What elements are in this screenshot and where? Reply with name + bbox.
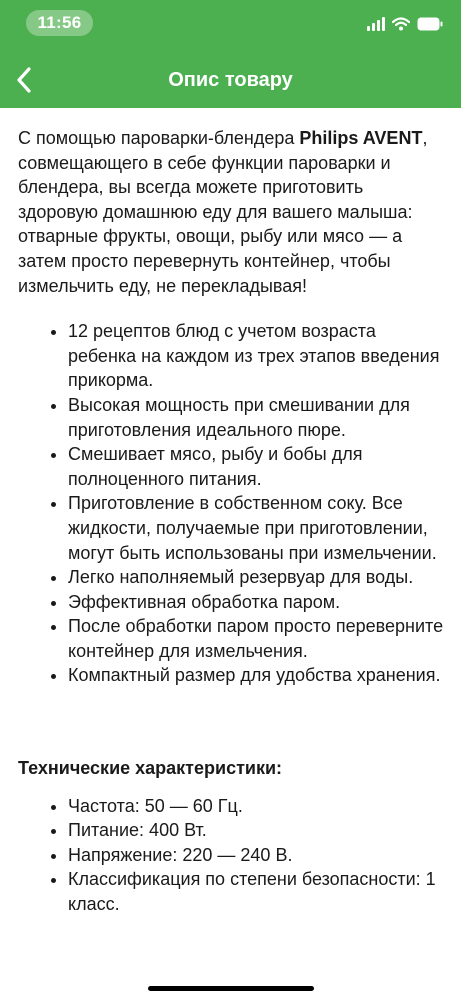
intro-paragraph xyxy=(18,126,446,298)
signal-icon xyxy=(367,17,385,31)
feature-item: • Легко наполняемый резервуар для воды. xyxy=(68,565,446,590)
intro-text-after: , совмещающего в себе функции пароварки и блендера, вы всегда можете приготовить здоровую домашнюю еду для вашего малыша: отварные фрукты, овощи, рыбу или мясо — а затем просто перевернуть контейнер, чтобы измельчить еду, не перекладывая! xyxy=(18,128,428,296)
status-icons xyxy=(367,15,443,33)
wifi-icon xyxy=(392,17,410,31)
battery-icon xyxy=(417,17,443,31)
specs-title: Технические характеристики: xyxy=(18,758,283,779)
spec-item: • Классификация по степени безопасности: 1 класс. xyxy=(68,867,446,916)
feature-item: • Смешивает мясо, рыбу и бобы для полноценного питания. xyxy=(68,442,446,491)
home-indicator[interactable] xyxy=(148,986,314,991)
feature-item: • После обработки паром просто переверните контейнер для измельчения. xyxy=(68,614,446,663)
page-title: Опис товару xyxy=(168,69,293,91)
feature-item: • Высокая мощность при смешивании для приготовления идеального пюре. xyxy=(68,393,446,442)
spec-item: • Питание: 400 Вт. xyxy=(68,818,446,843)
intro-text-before: С помощью пароварки-блендера xyxy=(18,128,300,148)
brand-name: Philips AVENT xyxy=(299,128,423,148)
specs-list xyxy=(18,794,446,917)
feature-item: • Эффективная обработка паром. xyxy=(68,590,446,615)
product-description xyxy=(18,126,446,917)
feature-item: • 12 рецептов блюд с учетом возраста ребенка на каждом из трех этапов введения прикорма. xyxy=(68,319,446,393)
spec-item: • Частота: 50 — 60 Гц. xyxy=(68,794,446,819)
spec-item: • Напряжение: 220 — 240 В. xyxy=(68,843,446,868)
app-header xyxy=(0,0,461,108)
status-time: 11:56 xyxy=(26,10,93,36)
feature-item: • Компактный размер для удобства хранения. xyxy=(68,663,446,688)
feature-item: • Приготовление в собственном соку. Все жидкости, получаемые при приготовлении, могут быть использованы при измельчении. xyxy=(68,491,446,565)
features-list xyxy=(18,319,446,688)
